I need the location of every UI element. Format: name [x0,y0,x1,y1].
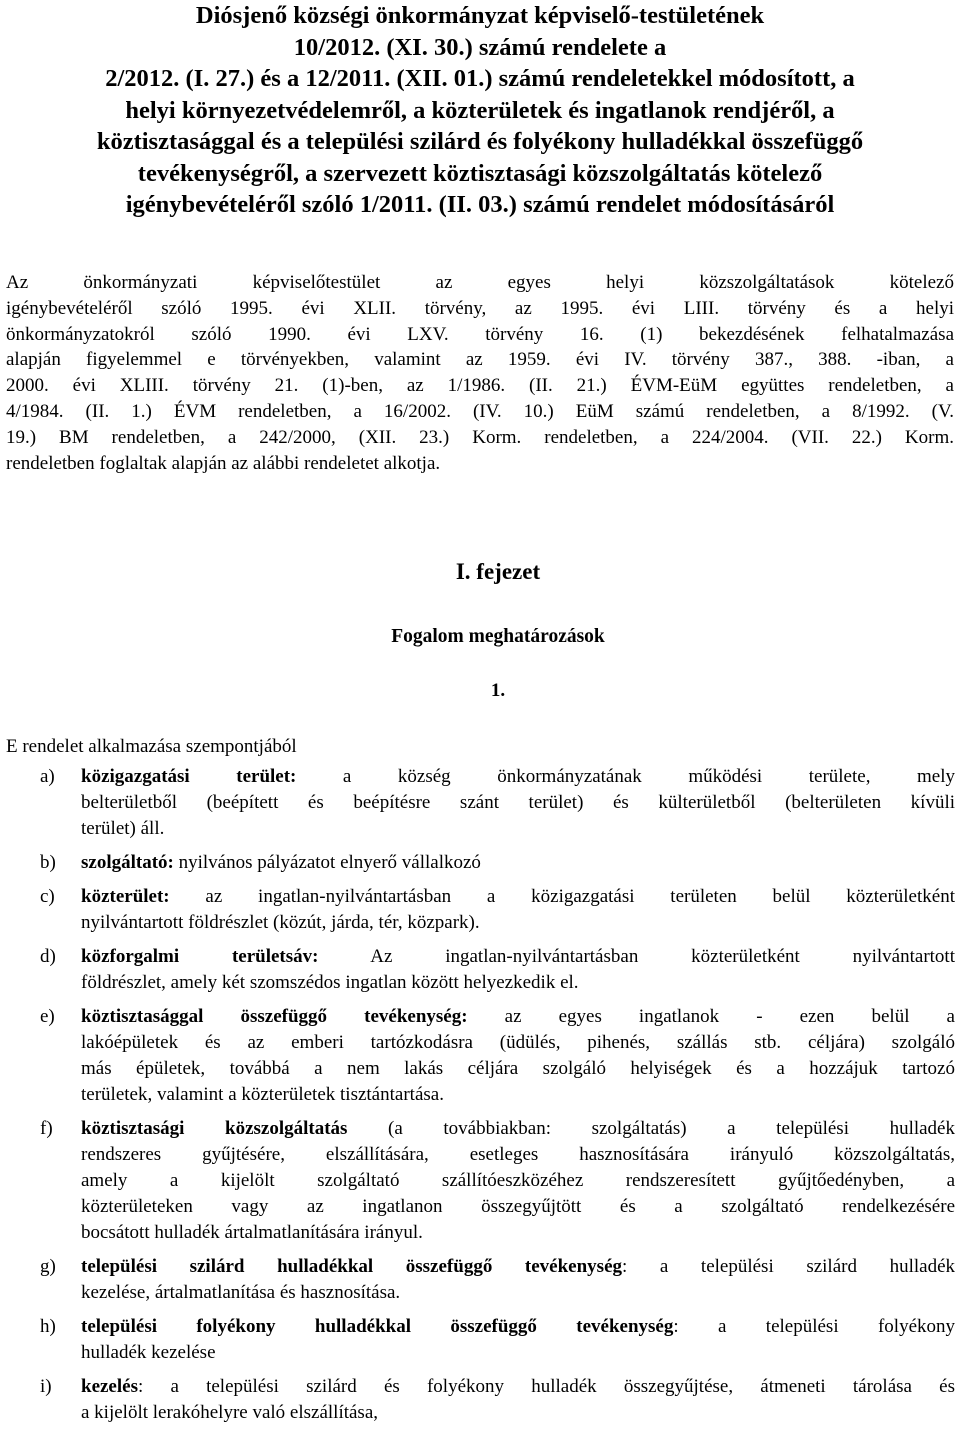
title-line: tevékenységről, a szervezett köztisztasági közszolgáltatás kötelező [137,159,823,187]
definition-line [81,1142,955,1168]
definition-text: kezelése, ártalmatlanítása és hasznosítása. [81,1282,401,1303]
definition-line [81,884,955,910]
document-title [0,0,960,221]
preamble-line: alapján figyelemmel e törvényekben, valamint az 1959. évi IV. törvény 387., 388. -iban, a [6,349,954,371]
definition-text: az ingatlan-nyilvántartásban a közigazgatási területen belül közterületként [169,886,955,907]
definition-text: : a települési folyékony [673,1316,956,1337]
title-line: köztisztasággal és a települési szilárd és folyékony hulladékkal összefüggő [96,128,864,155]
definition-term: közforgalmi területsáv: [81,946,319,967]
definition-list [6,764,955,1434]
definition-text: rendszeres gyűjtésére, elszállítására, esetleges hasznosítására irányuló közszolgáltatás, [81,1144,955,1165]
preamble-line: 19.) BM rendeletben, a 242/2000, (XII. 23.) Korm. rendeletben, a 224/2004. (VII. 22.) Korm. [6,426,954,448]
definition-line [81,944,955,970]
preamble-line: Az önkormányzati képviselőtestület az egyes helyi közszolgáltatások kötelező [6,272,954,293]
preamble [6,270,954,476]
definition-text: nyilvántartott földrészlet (közút, járda, tér, közpark). [81,912,480,933]
definition-item [6,1314,955,1366]
definition-line [81,850,955,876]
definition-term: szolgáltató: [81,852,174,873]
definition-term: köztisztasági közszolgáltatás [81,1118,348,1139]
definition-line [81,1400,955,1426]
definition-item [6,764,955,842]
paragraph-number: 1. [490,680,506,701]
definition-marker: h) [40,1316,56,1337]
definition-text: Az ingatlan-nyilvántartásban közterületként nyilvántartott [318,946,955,967]
definition-text: (a továbbiakban: szolgáltatás) a települési hulladék [347,1118,955,1139]
definition-text: a kijelölt lerakóhelyre való elszállítása, [81,1402,379,1423]
definition-marker: b) [40,852,56,873]
definition-term: települési szilárd hulladékkal összefüggő tevékenység [81,1256,623,1277]
definition-term: közigazgatási terület: [81,766,297,787]
definition-text: bocsátott hulladék ártalmatlanítására irányul. [81,1222,423,1243]
definition-line [81,1254,955,1280]
title-line: igénybevételéről szóló 1/2011. (II. 03.) számú rendelet módosításáról [125,191,835,218]
definition-line [81,816,955,842]
definition-item [6,944,955,996]
definition-line [81,970,955,996]
chapter-subtitle: Fogalom meghatározások [391,626,605,647]
definition-text: terület) áll. [81,818,165,839]
definition-text: a község önkormányzatának működési területe, mely [296,766,955,787]
definition-line [81,1082,955,1108]
definition-term: közterület: [81,886,170,907]
definition-line [81,1194,955,1220]
definition-marker: d) [40,946,56,967]
intro-text: E rendelet alkalmazása szempontjából [6,736,297,757]
definition-marker: a) [40,766,55,787]
definition-marker: g) [40,1256,56,1277]
definition-line [81,1004,955,1030]
definition-text: más épületek, továbbá a nem lakás céljára szolgáló helyiségek és a hozzájuk tartozó [81,1058,955,1079]
definition-line [81,1220,955,1246]
title-line: Diósjenő községi önkormányzat képviselő-testületének [195,2,765,29]
definition-item [6,884,955,936]
definition-marker: i) [40,1376,52,1397]
definition-text: az egyes ingatlanok - ezen belül a [467,1006,955,1027]
title-line: helyi környezetvédelemről, a közterületek és ingatlanok rendjéről, a [125,96,835,124]
title-line: 10/2012. (XI. 30.) számú rendelete a [293,33,667,61]
definition-line [81,1168,955,1194]
definition-line [81,1340,955,1366]
definition-line [81,790,955,816]
definition-item [6,1116,955,1246]
definition-text: : a települési szilárd és folyékony hulladék összegyűjtése, átmeneti tárolása és [137,1376,955,1397]
preamble-line: 4/1984. (II. 1.) ÉVM rendeletben, a 16/2002. (IV. 10.) EüM számú rendeletben, a 8/1992. (V. [6,400,954,422]
definition-line [81,1374,955,1400]
definition-line [81,1314,955,1340]
definition-line [81,1030,955,1056]
definition-line [81,1056,955,1082]
preamble-line: igénybevételéről szóló 1995. évi XLII. törvény, az 1995. évi LIII. törvény és a helyi [6,297,954,319]
title-line: 2/2012. (I. 27.) és a 12/2011. (XII. 01.) számú rendeletekkel módosított, a [105,65,855,92]
definition-term: települési folyékony hulladékkal összefüggő tevékenység [81,1316,674,1337]
definition-text: területek, valamint a közterületek tisztántartása. [81,1084,444,1105]
definition-line [81,910,955,936]
preamble-line: rendeletben foglaltak alapján az alábbi rendeletet alkotja. [6,452,441,474]
definition-item [6,1004,955,1108]
definition-text: amely a kijelölt szolgáltató szállítóeszközéhez rendszeresített gyűjtőedényben, a [81,1170,955,1191]
definition-term: köztisztasággal összefüggő tevékenység: [81,1006,468,1027]
preamble-line: 2000. évi XLIII. törvény 21. (1)-ben, az 1/1986. (II. 21.) ÉVM-EüM együttes rendeletben, a [6,375,954,397]
definition-text: földrészlet, amely két szomszédos ingatlan között helyezkedik el. [81,972,579,993]
definition-text: nyilvános pályázatot elnyerő vállalkozó [173,852,481,873]
definition-item [6,850,955,876]
definition-text: közterületeken vagy az ingatlanon összegyűjtött és a szolgáltató rendelkezésére [81,1196,955,1217]
definition-line [81,764,955,790]
chapter-heading: I. fejezet [455,559,541,584]
definition-item [6,1374,955,1426]
definition-marker: f) [40,1118,53,1139]
definition-marker: c) [40,886,55,907]
definition-text: : a települési szilárd hulladék [622,1256,955,1277]
preamble-line: önkormányzatokról szóló 1990. évi LXV. törvény 16. (1) bekezdésének felhatalmazása [6,323,954,345]
definition-text: lakóépületek és az emberi tartózkodásra (üdülés, pihenés, szállás stb. céljára) szolgáló [81,1032,955,1053]
definition-term: kezelés [81,1376,138,1397]
definition-text: hulladék kezelése [81,1342,216,1363]
definition-line [81,1280,955,1306]
definition-item [6,1254,955,1306]
definition-text: belterületből (beépített és beépítésre szánt terület) és külterületből (belterületen kívüli [81,792,955,813]
definition-line [81,1116,955,1142]
definition-marker: e) [40,1006,55,1027]
